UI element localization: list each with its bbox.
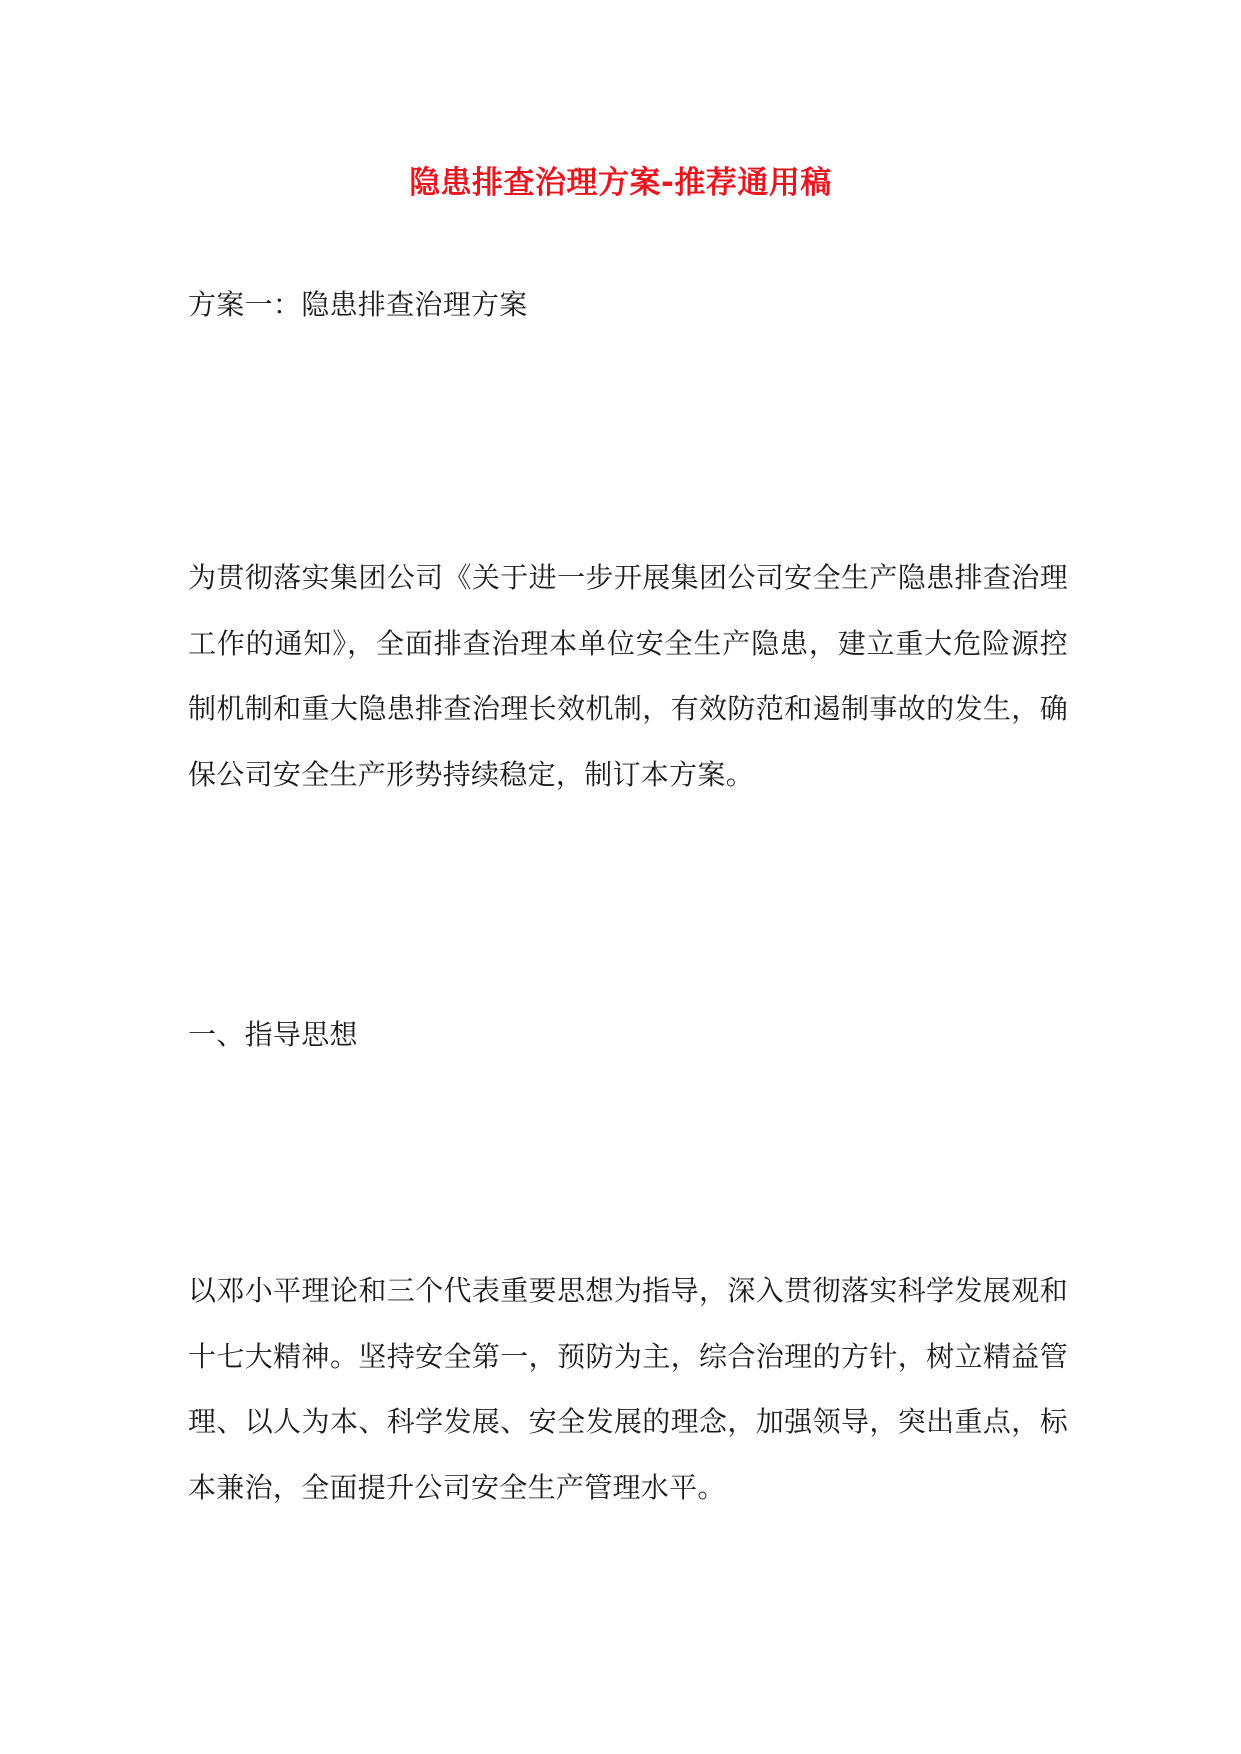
guiding-ideology-paragraph-text: 以邓小平理论和三个代表重要思想为指导，深入贯彻落实科学发展观和十七大精神。坚持安全第一，预防为主，综合治理的方针，树立精益管理、以人为本、科学发展、安全发展的理念，加强领导，突出重点，标本兼治，全面提升公司安全生产管理水平。 bbox=[188, 1274, 1068, 1504]
intro-paragraph-text: 为贯彻落实集团公司《关于进一步开展集团公司安全生产隐患排查治理工作的通知》，全面排查治理本单位安全生产隐患，建立重大危险源控制机制和重大隐患排查治理长效机制，有效防范和遏制事故的发生，确保公司安全生产形势持续稳定，制订本方案。 bbox=[188, 561, 1068, 791]
section-heading-guiding-ideology: 一、指导思想 bbox=[188, 1018, 358, 1051]
scheme-heading: 方案一：隐患排查治理方案 bbox=[188, 288, 528, 321]
document-title: 隐患排查治理方案-推荐通用稿 bbox=[409, 165, 832, 201]
intro-paragraph bbox=[188, 545, 1068, 807]
guiding-ideology-paragraph bbox=[188, 1258, 1068, 1520]
